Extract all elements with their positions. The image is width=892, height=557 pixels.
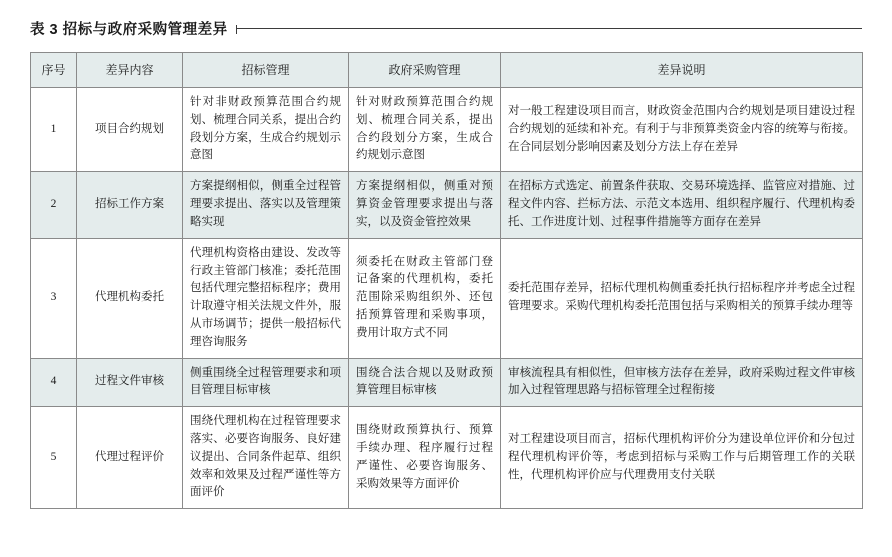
cell-difference-item: 过程文件审核 bbox=[77, 358, 183, 407]
column-header-government-procurement: 政府采购管理 bbox=[349, 53, 501, 88]
cell-bidding-management: 针对非财政预算范围合约规划、梳理合同关系，提出合约段划分方案，生成合约规划示意图 bbox=[183, 88, 349, 172]
cell-government-procurement: 围绕财政预算执行、预算手续办理、程序履行过程严谨性、必要咨询服务、采购效果等方面评价 bbox=[349, 407, 501, 509]
table-caption-text: 表 3 招标与政府采购管理差异 bbox=[30, 22, 228, 38]
table-header-row bbox=[31, 53, 863, 88]
table-row bbox=[31, 358, 863, 407]
cell-government-procurement: 方案提纲相似，侧重对预算资金管理要求提出与落实，以及资金管控效果 bbox=[349, 172, 501, 238]
column-header-index: 序号 bbox=[31, 53, 77, 88]
cell-government-procurement: 围绕合法合规以及财政预算管理目标审核 bbox=[349, 358, 501, 407]
cell-difference-description: 委托范围存差异，招标代理机构侧重委托执行招标程序并考虑全过程管理要求。采购代理机构委托范围包括与采购相关的预算手续办理等 bbox=[501, 238, 863, 358]
cell-difference-item: 代理过程评价 bbox=[77, 407, 183, 509]
table-row bbox=[31, 407, 863, 509]
column-header-difference-item: 差异内容 bbox=[77, 53, 183, 88]
column-header-difference-description: 差异说明 bbox=[501, 53, 863, 88]
cell-government-procurement: 须委托在财政主管部门登记备案的代理机构，委托范围除采购组织外、还包括预算管理和采购事项，费用计取方式不同 bbox=[349, 238, 501, 358]
cell-index: 1 bbox=[31, 88, 77, 172]
cell-bidding-management: 代理机构资格由建设、发改等行政主管部门核准；委托范围包括代理完整招标程序；费用计取遵守相关法规文件外，服从市场调节；提供一般招标代理咨询服务 bbox=[183, 238, 349, 358]
cell-index: 2 bbox=[31, 172, 77, 238]
cell-difference-description: 审核流程具有相似性，但审核方法存在差异，政府采购过程文件审核加入过程管理思路与招标管理全过程衔接 bbox=[501, 358, 863, 407]
cell-bidding-management: 侧重围绕全过程管理要求和项目管理目标审核 bbox=[183, 358, 349, 407]
table-row bbox=[31, 238, 863, 358]
cell-government-procurement: 针对财政预算范围合约规划、梳理合同关系，提出合约段划分方案，生成合约规划示意图 bbox=[349, 88, 501, 172]
table-body bbox=[31, 88, 863, 509]
cell-difference-item: 代理机构委托 bbox=[77, 238, 183, 358]
table-row bbox=[31, 172, 863, 238]
cell-difference-description: 对工程建设项目而言，招标代理机构评价分为建设单位评价和分包过程代理机构评价等，考虑到招标与采购工作与后期管理工作的关联性，代理机构评价应与代理费用支付关联 bbox=[501, 407, 863, 509]
cell-index: 4 bbox=[31, 358, 77, 407]
cell-index: 5 bbox=[31, 407, 77, 509]
cell-difference-description: 在招标方式选定、前置条件获取、交易环境选择、监管应对措施、过程文件内容、拦标方法、示范文本选用、组织程序履行、代理机构委托、工作进度计划、过程事件措施等方面存在差异 bbox=[501, 172, 863, 238]
cell-index: 3 bbox=[31, 238, 77, 358]
cell-difference-item: 项目合约规划 bbox=[77, 88, 183, 172]
table-row bbox=[31, 88, 863, 172]
column-header-bidding-management: 招标管理 bbox=[183, 53, 349, 88]
comparison-table bbox=[30, 52, 863, 509]
cell-bidding-management: 方案提纲相似，侧重全过程管理要求提出、落实以及管理策略实现 bbox=[183, 172, 349, 238]
cell-bidding-management: 围绕代理机构在过程管理要求落实、必要咨询服务、良好建议提出、合同条件起草、组织效率和效果及过程严谨性等方面评价 bbox=[183, 407, 349, 509]
table-header bbox=[31, 53, 863, 88]
cell-difference-item: 招标工作方案 bbox=[77, 172, 183, 238]
caption-rule bbox=[236, 28, 862, 29]
table-caption bbox=[30, 0, 862, 43]
cell-difference-description: 对一般工程建设项目而言，财政资金范围内合约规划是项目建设过程合约规划的延续和补充。有利于与非预算类资金内容的统筹与衔接。在合同层划分影响因素及划分方法上存在差异 bbox=[501, 88, 863, 172]
